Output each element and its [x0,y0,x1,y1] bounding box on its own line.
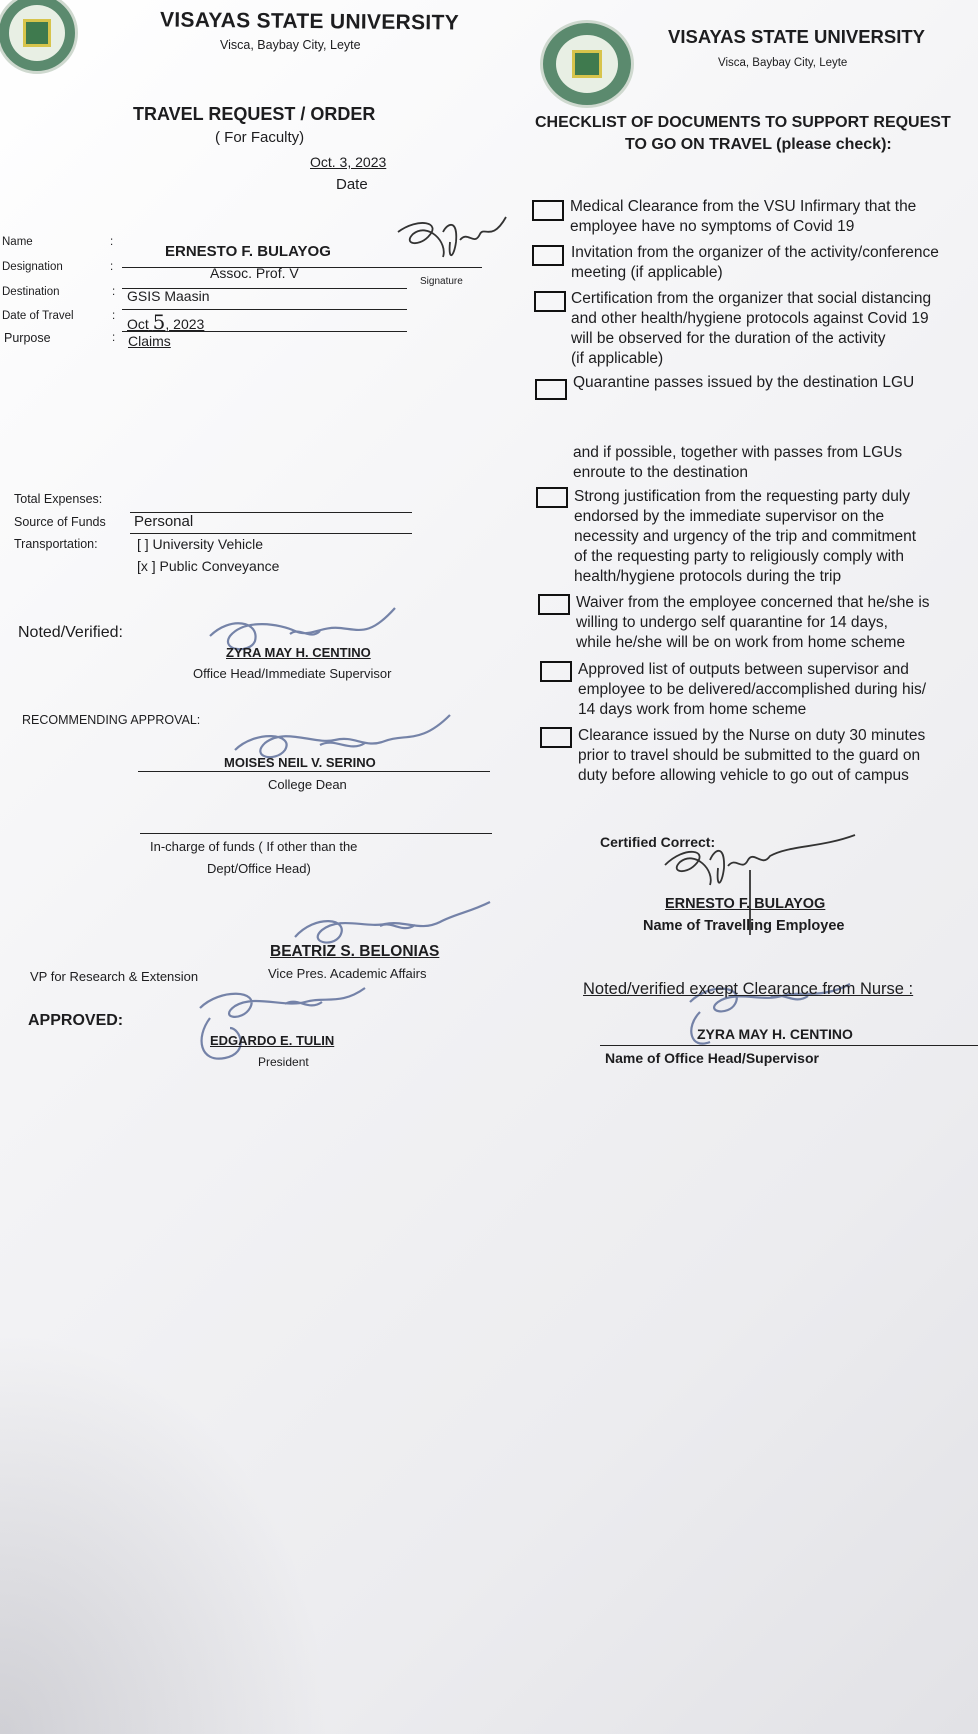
date-travel-line [122,331,407,332]
paper-shadow [0,1330,330,1734]
date-travel-year: , 2023 [165,316,205,332]
right-seal [540,20,634,108]
dean-title: College Dean [268,777,347,792]
item-text-line: Quarantine passes issued by the destination LGU [573,374,915,391]
form-subtitle: ( For Faculty) [215,129,305,146]
checkbox-justification[interactable] [536,487,568,508]
vp-academic-title: Vice Pres. Academic Affairs [268,966,427,981]
item-nurse-clearance [578,726,925,786]
item-text-line: Waiver from the employee concerned that he/she is [576,594,930,611]
purpose-value: Claims [128,333,171,349]
item-text-line: willing to undergo self quarantine for 14 days, [576,614,888,631]
applicant-signature-icon [388,212,518,282]
transport-option-public: [x ] Public Conveyance [137,558,280,574]
item-text-line: health/hygiene protocols during the trip [574,568,842,585]
item-quarantine-passes [573,373,914,393]
employee-title: Name of Travelling Employee [643,918,845,934]
item-text-line: while he/she will be on work from home scheme [576,634,906,651]
item-text-line: Invitation from the organizer of the activity/conference [571,244,939,261]
checkbox-invitation[interactable] [532,245,564,266]
source-label: Source of Funds [14,515,106,529]
dean-line [138,771,490,772]
date-travel-day: 5 [152,310,166,334]
purpose-label: Purpose [4,331,51,345]
item-lgu-passes [573,443,902,483]
left-address: Visca, Baybay City, Leyte [220,38,361,52]
form-title: TRAVEL REQUEST / ORDER [133,104,376,124]
checkbox-waiver[interactable] [538,594,570,615]
designation-value: Assoc. Prof. V [210,265,299,281]
expenses-label: Total Expenses: [14,492,103,506]
certified-label: Certified Correct: [600,834,716,850]
noted-title: Office Head/Immediate Supervisor [193,666,392,681]
item-text-line: endorsed by the immediate supervisor on the [574,508,885,525]
destination-colon: : [112,286,116,298]
checkbox-nurse-clearance[interactable] [540,727,572,748]
item-text-line: Certification from the organizer that social distancing [571,290,932,307]
name-value: ERNESTO F. BULAYOG [165,243,331,260]
item-text-line: employee to be delivered/accomplished during his/ [578,681,927,698]
supervisor-title: Name of Office Head/Supervisor [605,1050,819,1066]
noted-label: Noted/Verified: [18,624,123,641]
item-text-line: will be observed for the duration of the activity [571,330,886,347]
item-text-line: meeting (if applicable) [571,264,723,281]
recommending-label: RECOMMENDING APPROVAL: [22,713,201,727]
item-text-line: and if possible, together with passes from LGUs [573,444,903,461]
item-invitation [571,243,939,283]
item-text-line: Strong justification from the requesting party duly [574,488,911,505]
item-medical-clearance [570,197,916,237]
purpose-colon: : [112,332,116,344]
checkbox-medical-clearance[interactable] [532,200,564,221]
date-travel-colon: : [112,310,116,322]
item-text-line: enroute to the destination [573,464,748,481]
item-text-line: 14 days work from home scheme [578,701,807,718]
funds-line [140,833,492,834]
funds-title-line1: In-charge of funds ( If other than the [150,839,358,854]
vp-research-title: VP for Research & Extension [30,969,199,984]
right-address: Visca, Baybay City, Leyte [718,57,848,69]
item-text-line: duty before allowing vehicle to go out of campus [578,767,909,784]
destination-label: Destination [2,286,60,298]
funds-title-line2: Dept/Office Head) [207,861,311,876]
item-approved-outputs [578,660,926,720]
item-waiver [576,593,930,653]
request-date: Oct. 3, 2023 [310,154,387,170]
date-label: Date [336,176,368,193]
right-university-name: VISAYAS STATE UNIVERSITY [668,26,926,47]
president-title: President [258,1055,309,1069]
president-name: EDGARDO E. TULIN [210,1033,335,1048]
name-colon: : [110,236,114,248]
vp-name: BEATRIZ S. BELONIAS [270,943,440,960]
date-travel-month: Oct [127,316,149,332]
item-text-line: and other health/hygiene protocols against Covid 19 [571,310,929,327]
left-seal [0,0,78,74]
item-justification [574,487,916,587]
transport-option-university: [ ] University Vehicle [137,536,264,552]
name-label: Name [2,236,33,248]
designation-label: Designation [2,261,63,273]
supervisor-name: ZYRA MAY H. CENTINO [697,1026,853,1042]
item-text-line: Medical Clearance from the VSU Infirmary that the [570,198,917,215]
item-text-line: of the requesting party to religiously comply with [574,548,904,565]
supervisor-line [600,1045,978,1046]
noted-name: ZYRA MAY H. CENTINO [226,645,371,660]
approved-label: APPROVED: [28,1012,124,1029]
transport-label: Transportation: [14,537,98,551]
date-travel-label: Date of Travel [2,310,74,322]
item-text-line: Clearance issued by the Nurse on duty 30 minutes [578,727,926,744]
item-text-line: Approved list of outputs between supervisor and [578,661,909,678]
designation-colon: : [110,261,114,273]
source-value: Personal [134,513,194,530]
left-university-name: VISAYAS STATE UNIVERSITY [159,8,460,35]
checklist-title-line2: TO GO ON TRAVEL (please check): [625,136,892,153]
dean-name: MOISES NEIL V. SERINO [224,755,376,770]
noted-except-label: Noted/verified except Clearance from Nurse : [583,980,914,998]
checkbox-approved-outputs[interactable] [540,661,572,682]
item-text-line: prior to travel should be submitted to the guard on [578,747,921,764]
item-certification [571,289,931,369]
item-text-line: necessity and urgency of the trip and commitment [574,528,917,545]
signature-label: Signature [420,276,463,287]
employee-name: ERNESTO F. BULAYOG [665,896,826,912]
checklist-title-line1: CHECKLIST OF DOCUMENTS TO SUPPORT REQUEST [535,114,951,131]
item-text-line: employee have no symptoms of Covid 19 [570,218,855,235]
checkbox-quarantine-passes[interactable] [535,379,567,400]
source-line [130,533,412,534]
item-text-line: (if applicable) [571,350,664,367]
destination-value: GSIS Maasin [127,288,210,304]
checkbox-certification[interactable] [534,291,566,312]
